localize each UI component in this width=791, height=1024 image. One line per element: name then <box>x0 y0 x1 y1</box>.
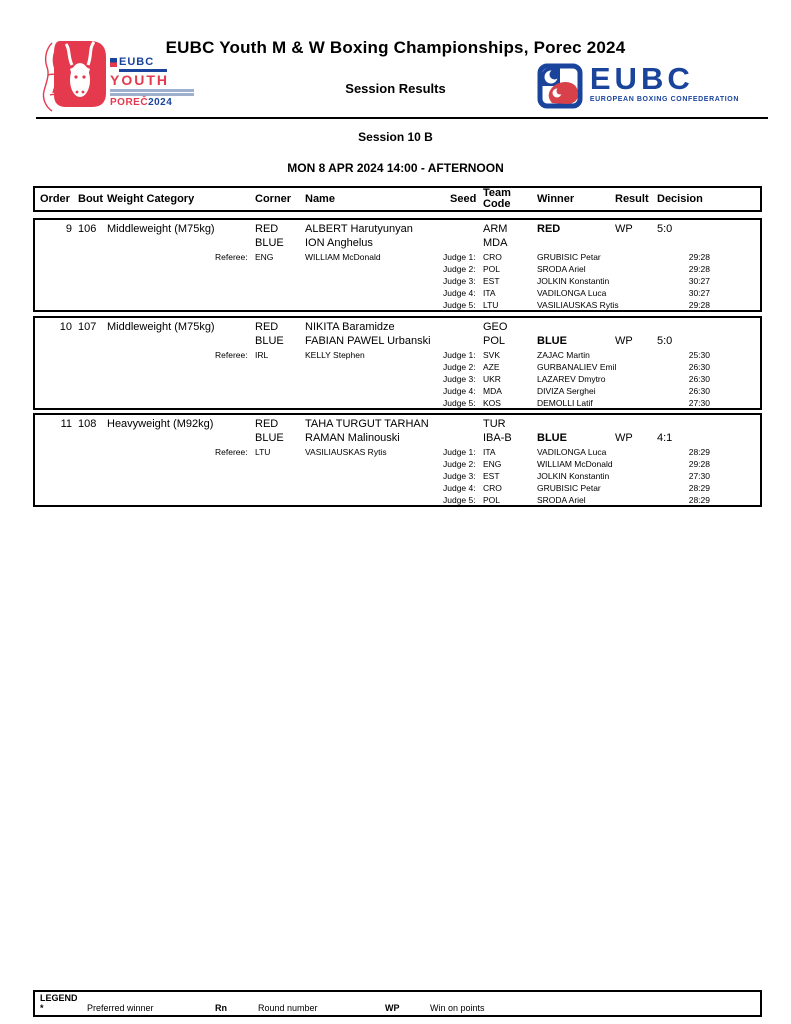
judge-name: ZAJAC Martin <box>537 350 590 360</box>
red-team-code: GEO <box>483 321 508 333</box>
result-label: WP <box>615 223 633 235</box>
confederation-label: EUROPEAN BOXING CONFEDERATION <box>589 96 739 103</box>
judge-name: DIVIZA Serghei <box>537 386 596 396</box>
judge-name: VASILIAUSKAS Rytis <box>537 300 619 310</box>
referee-country: LTU <box>255 447 271 457</box>
judge-name: SRODA Ariel <box>537 264 586 274</box>
blue-team-code: MDA <box>483 237 508 249</box>
judge-country: EST <box>483 471 500 481</box>
blue-boxer-name: RAMAN Malinouski <box>305 432 400 444</box>
bout-card <box>33 413 762 507</box>
judge-country: POL <box>483 495 501 505</box>
blue-team-code: POL <box>483 335 506 347</box>
judge-country: CRO <box>483 483 502 493</box>
referee-country: IRL <box>255 350 269 360</box>
result-label: WP <box>615 432 633 444</box>
eubc-wordmark: EUBC <box>589 61 694 96</box>
judge-label: Judge 5: <box>443 495 476 505</box>
referee-label: Referee: <box>215 252 248 262</box>
red-team-code: TUR <box>483 418 506 430</box>
logo-porec-2024: POREČ2024 <box>110 97 173 108</box>
judge-name: WILLIAM McDonald <box>537 459 613 469</box>
winner-label: BLUE <box>537 432 567 444</box>
judge-score: 27:30 <box>688 398 710 408</box>
col-header-corner: Corner <box>255 193 292 205</box>
judge-country: ENG <box>483 459 502 469</box>
red-corner-label: RED <box>255 418 279 430</box>
bout-order: 11 <box>60 418 72 430</box>
judge-label: Judge 3: <box>443 471 476 481</box>
bout-number: 107 <box>78 321 97 333</box>
judge-score: 28:29 <box>688 483 710 493</box>
red-boxer-name: ALBERT Harutyunyan <box>305 223 413 235</box>
judge-name: LAZAREV Dmytro <box>537 374 606 384</box>
blue-team-code: IBA-B <box>483 432 512 444</box>
referee-name: VASILIAUSKAS Rytis <box>305 447 387 457</box>
page-subtitle: Session Results <box>345 81 446 96</box>
judge-score: 30:27 <box>688 288 710 298</box>
winner-label: BLUE <box>537 335 567 347</box>
decision-score: 5:0 <box>657 335 673 347</box>
judge-country: ITA <box>483 447 496 457</box>
judge-country: KOS <box>483 398 501 408</box>
legend-key: WP <box>385 1003 400 1013</box>
judge-score: 28:29 <box>688 447 710 457</box>
legend-label: Preferred winner <box>87 1003 154 1013</box>
judge-score: 25:30 <box>688 350 710 360</box>
judge-label: Judge 1: <box>443 252 476 262</box>
red-corner-label: RED <box>255 321 279 333</box>
bout-order: 10 <box>59 321 72 333</box>
blue-corner-label: BLUE <box>255 237 284 249</box>
judge-name: VADILONGA Luca <box>537 447 607 457</box>
red-boxer-name: TAHA TURGUT TARHAN <box>305 418 429 430</box>
bout-order: 9 <box>65 223 72 235</box>
red-boxer-name: NIKITA Baramidze <box>305 321 395 333</box>
header-divider <box>36 117 768 119</box>
referee-name: KELLY Stephen <box>305 350 365 360</box>
eubc-mini-flag-icon <box>110 58 117 67</box>
judge-score: 30:27 <box>688 276 710 286</box>
results-table-header <box>33 186 762 212</box>
judge-label: Judge 5: <box>443 300 476 310</box>
judge-label: Judge 2: <box>443 459 476 469</box>
judge-name: DEMOLLI Latif <box>537 398 593 408</box>
referee-country: ENG <box>255 252 274 262</box>
col-header-weight: Weight Category <box>107 193 195 205</box>
bout-card <box>33 316 762 410</box>
col-header-seed: Seed <box>450 193 477 205</box>
judge-country: UKR <box>483 374 501 384</box>
judge-label: Judge 5: <box>443 398 476 408</box>
bout-card <box>33 218 762 312</box>
logo-youth-label: YOUTH <box>110 72 169 88</box>
judge-score: 29:28 <box>688 252 710 262</box>
col-header-bout: Bout <box>78 193 104 205</box>
judge-label: Judge 2: <box>443 264 476 274</box>
judge-label: Judge 1: <box>443 350 476 360</box>
referee-label: Referee: <box>215 350 248 360</box>
judge-country: EST <box>483 276 500 286</box>
judge-country: ITA <box>483 288 496 298</box>
referee-label: Referee: <box>215 447 248 457</box>
judge-name: GRUBISIC Petar <box>537 483 601 493</box>
red-corner-label: RED <box>255 223 279 235</box>
judge-name: SRODA Ariel <box>537 495 586 505</box>
judge-score: 28:29 <box>688 495 710 505</box>
judge-score: 27:30 <box>688 471 710 481</box>
legend-key: Rn <box>215 1003 227 1013</box>
judge-name: VADILONGA Luca <box>537 288 607 298</box>
referee-name: WILLIAM McDonald <box>305 252 381 262</box>
judge-country: CRO <box>483 252 502 262</box>
session-datetime: MON 8 APR 2024 14:00 - AFTERNOON <box>287 161 504 175</box>
eubc-confederation-logo <box>537 63 739 109</box>
judge-country: AZE <box>483 362 500 372</box>
col-header-name: Name <box>305 193 335 205</box>
col-header-winner: Winner <box>537 193 575 205</box>
judge-label: Judge 4: <box>443 386 476 396</box>
judge-score: 29:28 <box>688 300 710 310</box>
legend <box>33 990 762 1017</box>
blue-corner-label: BLUE <box>255 432 284 444</box>
col-header-team-code: Team Code <box>483 187 511 210</box>
page-title: EUBC Youth M & W Boxing Championships, Porec 2024 <box>165 38 626 57</box>
col-header-decision: Decision <box>657 193 703 205</box>
judge-label: Judge 3: <box>443 276 476 286</box>
weight-category: Heavyweight (M92kg) <box>107 418 214 430</box>
weight-category: Middleweight (M75kg) <box>107 223 215 235</box>
legend-label: Win on points <box>430 1003 485 1013</box>
weight-category: Middleweight (M75kg) <box>107 321 215 333</box>
eubc-glove-icon <box>537 63 583 109</box>
col-header-order: Order <box>40 193 70 205</box>
judge-name: JOLKIN Konstantin <box>537 471 610 481</box>
judge-country: SVK <box>483 350 501 360</box>
winner-label: RED <box>537 223 561 235</box>
legend-label: Round number <box>258 1003 318 1013</box>
judge-label: Judge 1: <box>443 447 476 457</box>
result-label: WP <box>615 335 633 347</box>
judge-label: Judge 3: <box>443 374 476 384</box>
judge-score: 26:30 <box>688 374 710 384</box>
judge-name: GURBANALIEV Emil <box>537 362 617 372</box>
legend-title: LEGEND <box>40 993 78 1003</box>
col-header-result: Result <box>615 193 649 205</box>
judge-name: JOLKIN Konstantin <box>537 276 610 286</box>
judge-score: 29:28 <box>688 264 710 274</box>
judge-country: LTU <box>483 300 499 310</box>
judge-score: 26:30 <box>688 386 710 396</box>
blue-boxer-name: ION Anghelus <box>305 237 373 249</box>
legend-key: * <box>40 1003 44 1013</box>
judge-label: Judge 4: <box>443 288 476 298</box>
decision-score: 4:1 <box>657 432 673 444</box>
red-team-code: ARM <box>483 223 508 235</box>
bout-number: 108 <box>78 418 97 430</box>
logo-eubc-label: EUBC <box>119 56 155 68</box>
judge-country: MDA <box>483 386 502 396</box>
blue-boxer-name: FABIAN PAWEL Urbanski <box>305 335 431 347</box>
blue-corner-label: BLUE <box>255 335 284 347</box>
judge-name: GRUBISIC Petar <box>537 252 601 262</box>
judge-score: 29:28 <box>688 459 710 469</box>
judge-country: POL <box>483 264 501 274</box>
session-name: Session 10 B <box>358 130 433 144</box>
decision-score: 5:0 <box>657 223 673 235</box>
judge-label: Judge 2: <box>443 362 476 372</box>
judge-label: Judge 4: <box>443 483 476 493</box>
judge-score: 26:30 <box>688 362 710 372</box>
bout-number: 106 <box>78 223 97 235</box>
